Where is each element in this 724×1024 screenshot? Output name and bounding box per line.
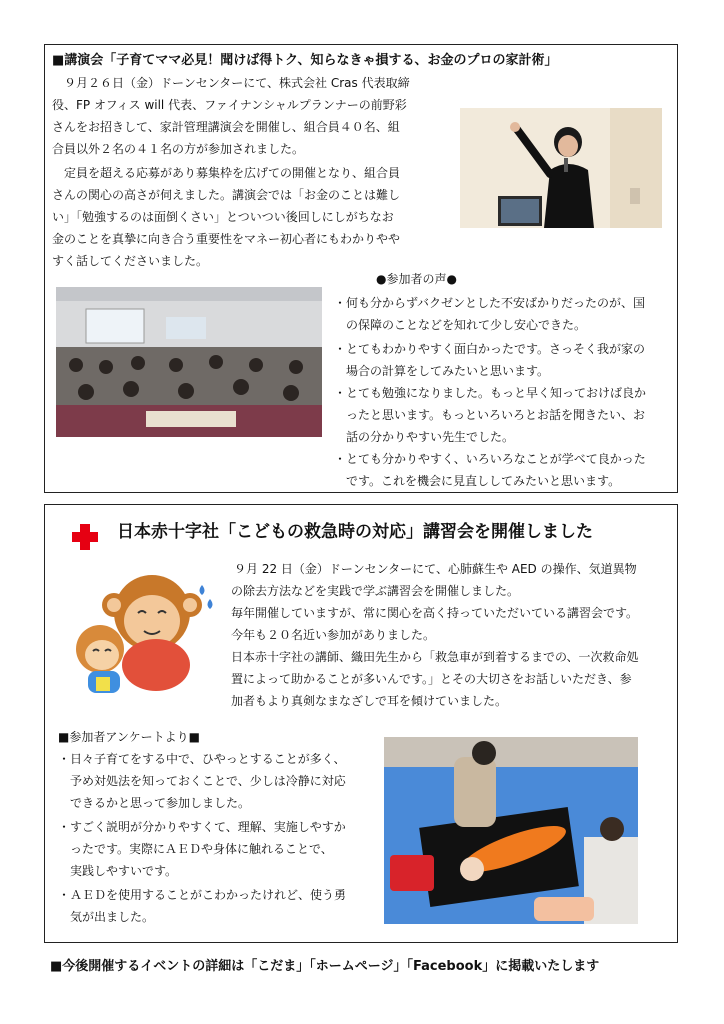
survey-line: ・日々子育てをする中で、ひやっとすることが多く、 bbox=[58, 752, 346, 766]
seminar-room-photo bbox=[56, 287, 322, 437]
voice-line: の保障のことなどを知れて少し安心できた。 bbox=[334, 318, 587, 332]
survey-line: ・すごく説明が分かりやすくて、理解、実施しやすか bbox=[58, 820, 346, 834]
voice-line: 場合の計算をしてみたいと思います。 bbox=[334, 364, 550, 378]
red-cross-icon bbox=[71, 523, 99, 555]
footer-notice: ■今後開催するイベントの詳細は「こだま」「ホームページ」「Facebook」に掲載いたします bbox=[50, 959, 600, 974]
voice-line: ・とても勉強になりました。もっと早く知っておけば良か bbox=[334, 386, 647, 400]
monkey-mascot-illustration bbox=[52, 565, 220, 700]
lecture-body-line: さんの関心の高さが伺えました。講演会では「お金のことは難し bbox=[52, 188, 401, 202]
survey-line: できるかと思って参加しました。 bbox=[58, 796, 251, 810]
cpr-training-photo bbox=[384, 737, 638, 924]
first-aid-body-line: 置によって助かることが多いんです。」とその大切さをお話しいただき、参 bbox=[231, 672, 632, 686]
lecture-title: ■講演会「子育てママ必見！聞けば得トク、知らなきゃ損する、お金のプロの家計術」 bbox=[52, 53, 558, 68]
first-aid-body-line: 日本赤十字社の講師、織田先生から「救急車が到着するまでの、一次救命処 bbox=[231, 650, 639, 664]
voice-line: 話の分かりやすい先生でした。 bbox=[334, 430, 515, 444]
lecture-body-line: すく話してくださいました。 bbox=[52, 254, 209, 268]
lecture-body-line: さんをお招きして、家計管理講演会を開催し、組合員４０名、組 bbox=[52, 120, 400, 134]
first-aid-body-line: の除去方法などを実践で学ぶ講習会を開催しました。 bbox=[231, 584, 520, 598]
voices-heading: ●参加者の声● bbox=[376, 272, 457, 286]
lecture-body-line: 合員以外２名の４１名の方が参加されました。 bbox=[52, 142, 305, 156]
survey-line: 気が出ました。 bbox=[58, 910, 155, 924]
survey-line: ・ＡＥＤを使用することがこわかったけれど、使う勇 bbox=[58, 888, 347, 902]
first-aid-body-line: 加者もより真剣なまなざしで耳を傾けていました。 bbox=[231, 694, 508, 708]
voice-line: ・とてもわかりやすく面白かったです。さっそく我が家の bbox=[334, 342, 646, 356]
survey-line: 予め対処法を知っておくことで、少しは冷静に対応 bbox=[58, 774, 346, 788]
first-aid-title: 日本赤十字社「こどもの救急時の対応」講習会を開催しました bbox=[117, 522, 593, 542]
lecture-body-line: 金のことを真摯に向き合う重要性をマネー初心者にもわかりやや bbox=[52, 232, 401, 246]
survey-line: 実践しやすいです。 bbox=[58, 864, 178, 878]
lecture-body-line: 定員を超える応募があり募集枠を広げての開催となり、組合員 bbox=[52, 166, 401, 180]
lecture-body-line: ９月２６日（金）ドーンセンターにて、株式会社 Cras 代表取締 bbox=[52, 76, 410, 90]
voice-line: ったと思います。もっといろいろとお話を聞きたい、お bbox=[334, 408, 646, 422]
first-aid-body-line: 今年も２０名近い参加がありました。 bbox=[231, 628, 436, 642]
first-aid-body-line: ９月 22 日（金）ドーンセンターにて、心肺蘇生や AED の操作、気道異物 bbox=[222, 562, 637, 576]
survey-line: ったです。実際にＡＥＤや身体に触れることで、 bbox=[58, 842, 333, 856]
first-aid-body-line: 毎年開催していますが、常に関心を高く持っていただいている講習会です。 bbox=[231, 606, 639, 620]
speaker-photo bbox=[460, 108, 662, 228]
voice-line: ・何も分からずバクゼンとした不安ばかりだったのが、国 bbox=[334, 296, 646, 310]
survey-heading: ■参加者アンケートより■ bbox=[58, 730, 200, 744]
lecture-body-line: い」「勉強するのは面倒くさい」とついつい後回しにしがちなお bbox=[52, 210, 394, 224]
lecture-body-line: 役、FP オフィス will 代表、ファイナンシャルプランナーの前野彩 bbox=[52, 98, 407, 112]
voice-line: ・とても分かりやすく、いろいろなことが学べて良かった bbox=[334, 452, 646, 466]
voice-line: です。これを機会に見直ししてみたいと思います。 bbox=[334, 474, 621, 488]
